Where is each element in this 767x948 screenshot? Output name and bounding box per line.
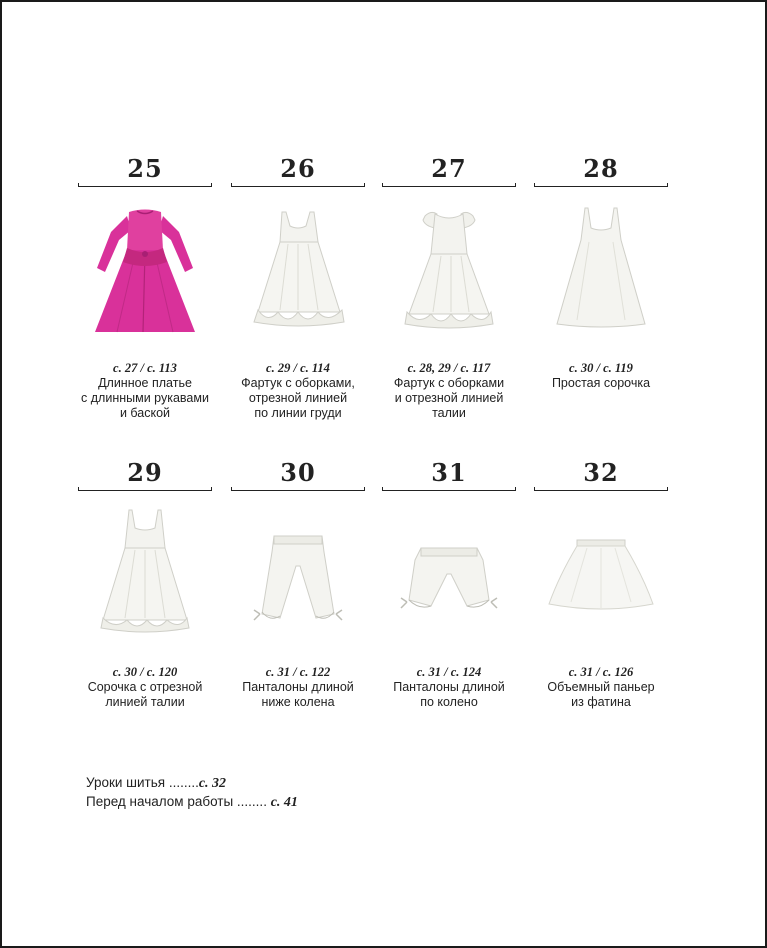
knee-pantaloons-image xyxy=(374,491,524,651)
catalog-item-25[interactable] xyxy=(70,154,220,421)
catalog-item-27[interactable] xyxy=(374,154,524,421)
footer-label: Уроки шитья ........ xyxy=(86,775,199,790)
footer-line-sewing-lessons[interactable] xyxy=(86,774,298,793)
catalog-item-26[interactable] xyxy=(223,154,373,421)
item-description: Простая сорочка xyxy=(551,376,651,390)
catalog-item-30[interactable] xyxy=(223,458,373,710)
page-reference: с. 31 / с. 126 xyxy=(568,665,634,679)
footer-page: с. 41 xyxy=(270,795,298,810)
divider xyxy=(382,490,516,491)
apron-with-ruffles-image xyxy=(223,187,373,347)
page-reference: с. 30 / с. 119 xyxy=(569,361,633,375)
page-reference: с. 27 / с. 113 xyxy=(113,361,177,375)
item-description: Фартук с оборками и отрезной линией талии xyxy=(393,376,505,420)
item-number: 32 xyxy=(583,458,619,487)
item-number: 27 xyxy=(431,154,467,183)
page-reference: с. 28, 29 / с. 117 xyxy=(407,361,491,375)
item-description: Объемный паньер из фатина xyxy=(547,680,655,709)
footer-label: Перед началом работы ........ xyxy=(86,794,271,809)
divider xyxy=(231,490,365,491)
item-number: 26 xyxy=(280,154,316,183)
item-description: Панталоны длиной ниже колена xyxy=(242,680,354,709)
item-number: 31 xyxy=(431,458,467,487)
catalog-item-29[interactable] xyxy=(70,458,220,710)
page-reference: с. 29 / с. 114 xyxy=(266,361,330,375)
long-dress-image xyxy=(70,187,220,347)
long-pantaloons-image xyxy=(223,491,373,651)
catalog-item-32[interactable] xyxy=(526,458,676,710)
page-reference: с. 31 / с. 122 xyxy=(265,665,331,679)
item-description: Панталоны длиной по колено xyxy=(393,680,505,709)
item-number: 25 xyxy=(127,154,163,183)
item-number: 28 xyxy=(583,154,619,183)
footer-page: с. 32 xyxy=(198,776,227,791)
page-reference: с. 31 / с. 124 xyxy=(416,665,482,679)
divider xyxy=(534,186,668,187)
item-number: 30 xyxy=(280,458,316,487)
item-description: Фартук с оборками, отрезной линией по линии груди xyxy=(241,376,355,420)
divider xyxy=(534,490,668,491)
slip-waist-seam-image xyxy=(70,491,220,651)
divider xyxy=(231,186,365,187)
item-description: Сорочка с отрезной линией талии xyxy=(87,680,203,709)
apron-waist-seam-image xyxy=(374,187,524,347)
catalog-item-31[interactable] xyxy=(374,458,524,710)
footer-references xyxy=(86,774,298,812)
divider xyxy=(78,490,212,491)
divider xyxy=(382,186,516,187)
tulle-pannier-image xyxy=(526,491,676,651)
simple-slip-image xyxy=(526,187,676,347)
divider xyxy=(78,186,212,187)
footer-line-before-start[interactable] xyxy=(86,793,298,812)
item-description: Длинное платье с длинными рукавами и баской xyxy=(81,376,209,420)
catalog-item-28[interactable] xyxy=(526,154,676,391)
item-number: 29 xyxy=(127,458,163,487)
page-reference: с. 30 / с. 120 xyxy=(112,665,178,679)
